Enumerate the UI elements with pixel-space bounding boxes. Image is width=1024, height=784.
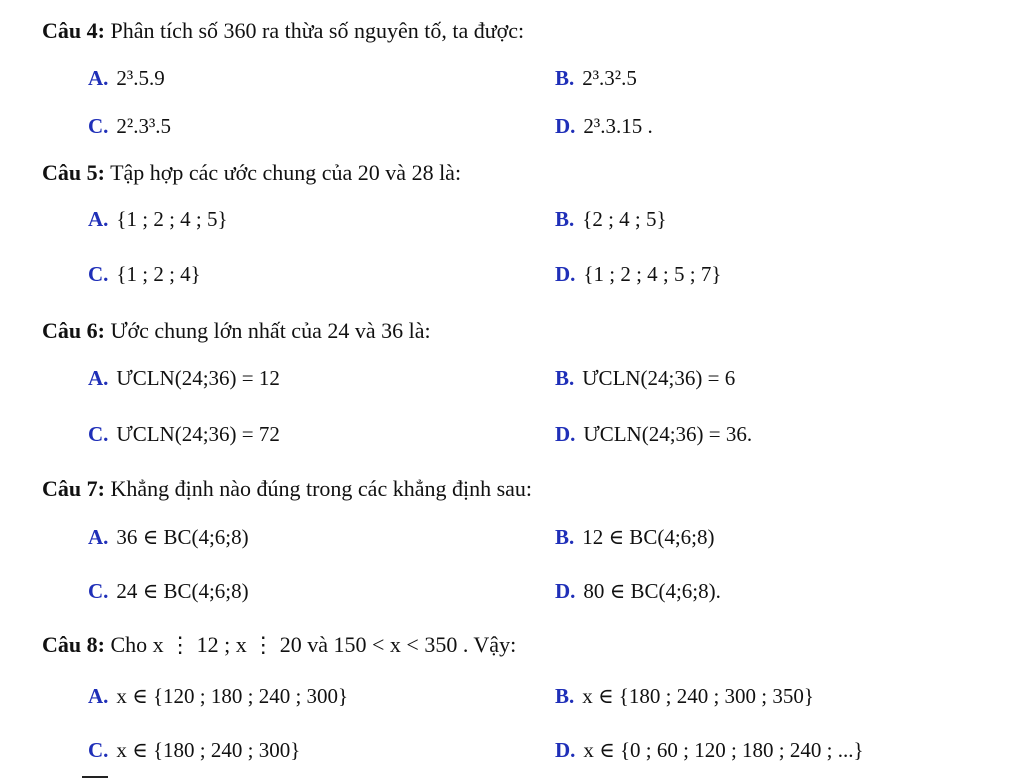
option-text: 80 ∈ BC(4;6;8). [583, 579, 721, 603]
option-text: x ∈ {180 ; 240 ; 300 ; 350} [582, 684, 814, 708]
question-prompt: Khẳng định nào đúng trong các khẳng định sau: [110, 476, 533, 501]
option-letter: A. [88, 207, 109, 231]
option-7b[interactable] [555, 525, 714, 550]
option-6b[interactable] [555, 366, 735, 391]
option-letter: B. [555, 525, 575, 549]
question-label: Câu 8: [42, 632, 105, 657]
option-text: 2³.3.15 . [583, 114, 653, 138]
option-text: x ∈ {0 ; 60 ; 120 ; 180 ; 240 ; ...} [583, 738, 864, 762]
option-letter: A. [88, 525, 109, 549]
option-text: ƯCLN(24;36) = 36. [583, 422, 753, 446]
option-8a[interactable] [88, 684, 348, 709]
option-6c[interactable] [88, 422, 280, 447]
question-label: Câu 4: [42, 18, 105, 43]
question-7 [42, 476, 532, 502]
option-text: 2³.3².5 [582, 66, 637, 90]
option-5b[interactable] [555, 207, 667, 232]
option-text: 24 ∈ BC(4;6;8) [116, 579, 249, 603]
option-5d[interactable] [555, 262, 721, 287]
option-text: 2³.5.9 [116, 66, 165, 90]
option-letter: C. [88, 738, 109, 762]
option-4a[interactable] [88, 66, 165, 91]
question-label: Câu 5: [42, 160, 105, 185]
question-prompt: Tập hợp các ước chung của 20 và 28 là: [110, 160, 462, 185]
option-letter: D. [555, 738, 576, 762]
option-5a[interactable] [88, 207, 228, 232]
option-4c[interactable] [88, 114, 171, 139]
option-text: ƯCLN(24;36) = 6 [582, 366, 736, 390]
question-6 [42, 318, 431, 344]
option-letter: C. [88, 262, 109, 286]
option-letter: B. [555, 66, 575, 90]
option-letter: B. [555, 366, 575, 390]
option-letter: B. [555, 207, 575, 231]
option-6d[interactable] [555, 422, 752, 447]
option-letter: D. [555, 114, 576, 138]
option-letter: B. [555, 684, 575, 708]
option-text: x ∈ {120 ; 180 ; 240 ; 300} [116, 684, 349, 708]
question-8 [42, 632, 516, 658]
option-text: ƯCLN(24;36) = 12 [116, 366, 280, 390]
option-8d[interactable] [555, 738, 864, 763]
option-letter: A. [88, 366, 109, 390]
option-8b[interactable] [555, 684, 814, 709]
option-letter: A. [88, 66, 109, 90]
option-7d[interactable] [555, 579, 721, 604]
option-text: {1 ; 2 ; 4} [116, 262, 201, 286]
option-letter: C. [88, 422, 109, 446]
option-7c[interactable] [88, 579, 249, 604]
option-letter: D. [555, 422, 576, 446]
cut-off-mark [82, 776, 108, 778]
question-label: Câu 6: [42, 318, 105, 343]
option-text: {2 ; 4 ; 5} [582, 207, 667, 231]
option-7a[interactable] [88, 525, 249, 550]
option-letter: D. [555, 579, 576, 603]
option-text: 36 ∈ BC(4;6;8) [116, 525, 249, 549]
option-letter: C. [88, 579, 109, 603]
question-5 [42, 160, 461, 186]
question-4 [42, 18, 524, 44]
option-text: ƯCLN(24;36) = 72 [116, 422, 280, 446]
option-letter: A. [88, 684, 109, 708]
option-text: 12 ∈ BC(4;6;8) [582, 525, 715, 549]
option-8c[interactable] [88, 738, 300, 763]
option-text: {1 ; 2 ; 4 ; 5 ; 7} [583, 262, 722, 286]
option-6a[interactable] [88, 366, 280, 391]
option-letter: C. [88, 114, 109, 138]
question-prompt: Phân tích số 360 ra thừa số nguyên tố, ta được: [110, 18, 525, 43]
option-4d[interactable] [555, 114, 653, 139]
question-prompt: Cho x ⋮ 12 ; x ⋮ 20 và 150 < x < 350 . Vậy: [110, 632, 517, 657]
option-text: x ∈ {180 ; 240 ; 300} [116, 738, 301, 762]
option-letter: D. [555, 262, 576, 286]
option-4b[interactable] [555, 66, 637, 91]
option-5c[interactable] [88, 262, 201, 287]
question-label: Câu 7: [42, 476, 105, 501]
option-text: 2².3³.5 [116, 114, 172, 138]
question-prompt: Ước chung lớn nhất của 24 và 36 là: [110, 318, 431, 343]
option-text: {1 ; 2 ; 4 ; 5} [116, 207, 228, 231]
